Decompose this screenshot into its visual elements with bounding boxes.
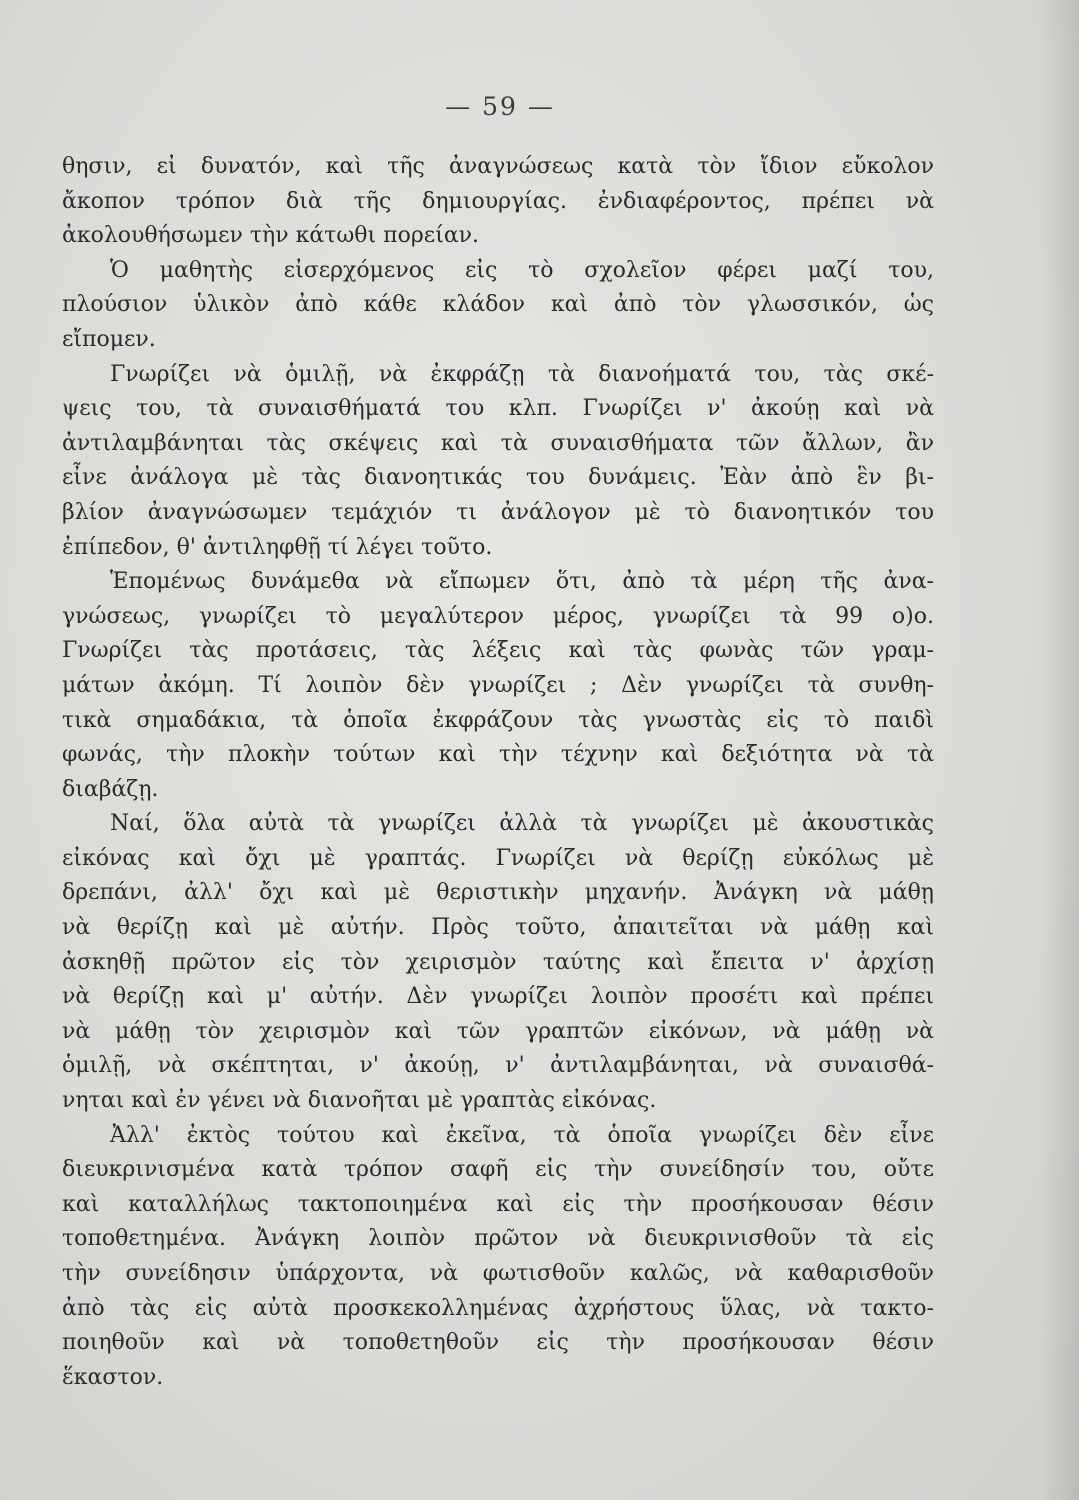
paragraph <box>62 358 934 566</box>
text-line: τικὰ σημαδάκια, τὰ ὁποῖα ἐκφράζουν τὰς γνωστὰς εἰς τὸ παιδὶ <box>62 707 934 733</box>
text-line: γνώσεως, γνωρίζει τὸ μεγαλύτερον μέρος, γνωρίζει τὰ 99 ο)ο. <box>62 603 934 629</box>
text-line: ὁμιλῇ, νὰ σκέπτηται, ν' ἀκούῃ, ν' ἀντιλαμβάνηται, νὰ συναισθά- <box>62 1053 934 1079</box>
text-line: τὴν συνείδησιν ὑπάρχοντα, νὰ φωτισθοῦν καλῶς, νὰ καθαρισθοῦν <box>62 1261 934 1286</box>
text-line: καὶ καταλλήλως τακτοποιημένα καὶ εἰς τὴν προσήκουσαν θέσιν <box>62 1191 934 1217</box>
text-line: ψεις του, τὰ συναισθήματά του κλπ. Γνωρίζει ν' ἀκούῃ καὶ νὰ <box>62 396 934 422</box>
text-line: φωνάς, τὴν πλοκὴν τούτων καὶ τὴν τέχνην καὶ δεξιότητα νὰ τὰ <box>62 742 934 768</box>
text-line: εἶνε ἀνάλογα μὲ τὰς διανοητικάς του δυνάμεις. Ἐὰν ἀπὸ ἓν βι- <box>62 465 934 491</box>
text-line: Γνωρίζει νὰ ὁμιλῇ, νὰ ἐκφράζῃ τὰ διανοήματά του, τὰς σκέ- <box>110 361 934 387</box>
text-line: πλούσιον ὑλικὸν ἀπὸ κάθε κλάδον καὶ ἀπὸ τὸν γλωσσικόν, ὡς <box>62 292 934 318</box>
paragraph <box>62 565 934 807</box>
paragraph <box>62 150 934 254</box>
paragraph <box>62 807 934 1118</box>
text-line: τοποθετημένα. Ἀνάγκη λοιπὸν πρῶτον νὰ διευκρινισθοῦν τὰ εἰς <box>62 1226 934 1252</box>
text-line: ἕκαστον. <box>62 1364 164 1390</box>
text-line: ἄκοπον τρόπον διὰ τῆς δημιουργίας. ἐνδιαφέροντος, πρέπει νὰ <box>62 188 934 214</box>
page-number: — 59 — <box>445 92 555 121</box>
text-line: Γνωρίζει τὰς προτάσεις, τὰς λέξεις καὶ τὰς φωνὰς τῶν γραμ- <box>62 638 934 664</box>
text-line: ἀσκηθῇ πρῶτον εἰς τὸν χειρισμὸν ταύτης καὶ ἔπειτα ν' ἀρχίσῃ <box>62 949 934 975</box>
text-line: νηται καὶ ἐν γένει νὰ διανοῆται μὲ γραπτὰς εἰκόνας. <box>62 1088 657 1114</box>
text-line: ἀπὸ τὰς εἰς αὐτὰ προσκεκολλημένας ἀχρήστους ὕλας, νὰ τακτο- <box>62 1295 934 1321</box>
text-line: Ἀλλ' ἐκτὸς τούτου καὶ ἐκεῖνα, τὰ ὁποῖα γνωρίζει δὲν εἶνε <box>110 1122 934 1148</box>
text-line: ἐπίπεδον, θ' ἀντιληφθῇ τί λέγει τοῦτο. <box>62 534 493 560</box>
body-text <box>62 150 934 1395</box>
text-line: ποιηθοῦν καὶ νὰ τοποθετηθοῦν εἰς τὴν προσήκουσαν θέσιν <box>62 1330 934 1356</box>
text-line: νὰ θερίζῃ καὶ μὲ αὐτήν. Πρὸς τοῦτο, ἀπαιτεῖται νὰ μάθῃ καὶ <box>62 915 934 941</box>
text-line: εἰκόνας καὶ ὄχι μὲ γραπτάς. Γνωρίζει νὰ θερίζῃ εὐκόλως μὲ <box>62 845 934 871</box>
text-line: εἴπομεν. <box>62 326 156 352</box>
text-line: νὰ θερίζῃ καὶ μ' αὐτήν. Δὲν γνωρίζει λοιπὸν προσέτι καὶ πρέπει <box>62 984 934 1010</box>
text-line: Ναί, ὅλα αὐτὰ τὰ γνωρίζει ἀλλὰ τὰ γνωρίζει μὲ ἀκουστικὰς <box>110 811 934 837</box>
text-line: Ὁ μαθητὴς εἰσερχόμενος εἰς τὸ σχολεῖον φέρει μαζί του, <box>110 257 934 283</box>
paragraph <box>62 1119 934 1396</box>
text-line: μάτων ἀκόμη. Τί λοιπὸν δὲν γνωρίζει ; Δὲν γνωρίζει τὰ συνθη- <box>62 672 934 698</box>
paragraph <box>62 254 934 358</box>
text-line: νὰ μάθῃ τὸν χειρισμὸν καὶ τῶν γραπτῶν εἰκόνων, νὰ μάθῃ νὰ <box>62 1018 934 1044</box>
text-line: βλίον ἀναγνώσωμεν τεμάχιόν τι ἀνάλογον μὲ τὸ διανοητικόν του <box>62 499 934 525</box>
page-edge-shadow <box>1039 0 1079 1500</box>
text-line: Ἑπομένως δυνάμεθα νὰ εἴπωμεν ὅτι, ἀπὸ τὰ μέρη τῆς ἀνα- <box>110 569 934 595</box>
text-line: διευκρινισμένα κατὰ τρόπον σαφῆ εἰς τὴν συνείδησίν του, οὔτε <box>62 1157 934 1183</box>
text-line: ἀκολουθήσωμεν τὴν κάτωθι πορείαν. <box>62 223 480 249</box>
text-line: δρεπάνι, ἀλλ' ὄχι καὶ μὲ θεριστικὴν μηχανήν. Ἀνάγκη νὰ μάθῃ <box>62 880 934 906</box>
text-line: θησιν, εἰ δυνατόν, καὶ τῆς ἀναγνώσεως κατὰ τὸν ἴδιον εὔκολον <box>62 154 934 179</box>
text-line: διαβάζῃ. <box>62 776 159 802</box>
text-line: ἀντιλαμβάνηται τὰς σκέψεις καὶ τὰ συναισθήματα τῶν ἄλλων, ἂν <box>62 430 934 456</box>
